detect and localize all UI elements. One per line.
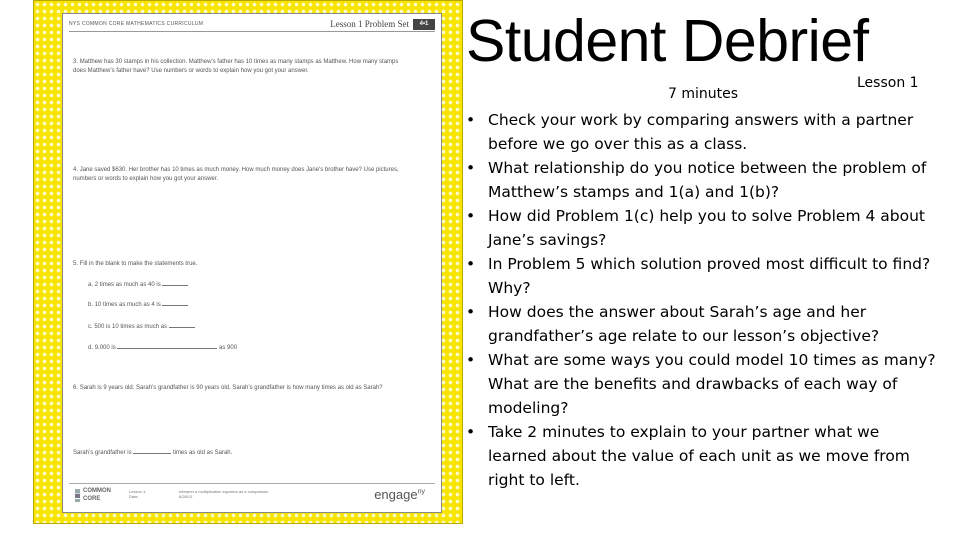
question-4 (73, 166, 413, 184)
answer-suffix: times as old as Sarah. (172, 450, 233, 456)
bullet-item (466, 108, 936, 156)
bullet-icon: • (466, 351, 476, 369)
curriculum-label: NYS COMMON CORE MATHEMATICS CURRICULUM (69, 21, 204, 27)
logo-text-1: COMMON (83, 488, 111, 494)
lesson-problem-set-label: Lesson 1 Problem Set (330, 19, 409, 29)
item-label: b. (88, 302, 94, 308)
question-3-text: Matthew has 30 stamps in his collection. Matthew’s father has 10 times as many stamps as Matthew. How many stamps does Matthew’s father have? Use numbers or words to explain how you got your answer. (73, 59, 399, 74)
question-4-text: Jane saved $630. Her brother has 10 times as much money. How much money does Jane’s brother have? Use pictures, numbers or words to explain how you got your answer. (73, 167, 399, 182)
worksheet-footer (69, 483, 435, 506)
question-6-number: 6. (73, 385, 79, 391)
bullet-icon: • (466, 423, 476, 441)
question-6-text: Sarah is 9 years old. Sarah’s grandfather is 90 years old. Sarah’s grandfather is how many times as old as Sarah? (79, 385, 383, 391)
bullet-text: Take 2 minutes to explain to your partner what we learned about the value of each unit as we move from right to left. (488, 423, 910, 489)
answer-blank[interactable] (162, 280, 188, 286)
worksheet-header (69, 19, 435, 32)
question-6-answer (73, 448, 413, 458)
question-5-number: 5. (73, 261, 79, 267)
item-text: 2 times as much as 40 is (94, 282, 161, 288)
footer-lesson-objective: Interpret a multiplication equation as a comparison. (179, 489, 270, 494)
bullet-icon: • (466, 159, 476, 177)
item-text: 500 is 10 times as much as (94, 324, 168, 330)
duration-label: 7 minutes (668, 86, 739, 102)
question-5 (73, 260, 413, 269)
engage-ny-logo (374, 487, 425, 502)
question-5d (88, 343, 237, 353)
question-3 (73, 58, 413, 76)
bullet-item (466, 204, 936, 252)
item-label: d. (88, 345, 94, 351)
answer-prefix: Sarah’s grandfather is (73, 450, 132, 456)
question-3-number: 3. (73, 59, 79, 65)
bullet-item (466, 348, 936, 420)
question-6 (73, 384, 393, 393)
bullet-item (466, 252, 936, 300)
bullet-text: In Problem 5 which solution proved most difficult to find? Why? (488, 255, 931, 297)
footer-date: 6/28/13 (179, 494, 193, 499)
bullet-text: What relationship do you notice between the problem of Matthew’s stamps and 1(a) and 1(b)? (488, 159, 927, 201)
worksheet-frame (33, 0, 463, 524)
question-5c (88, 322, 195, 332)
lesson-label: Lesson 1 (857, 75, 919, 91)
question-5a (88, 280, 188, 290)
answer-blank[interactable] (162, 300, 188, 306)
bullet-item (466, 420, 936, 492)
item-label: a. (88, 282, 94, 288)
engage-sup: ny (417, 488, 425, 496)
bullet-text: What are some ways you could model 10 times as many? What are the benefits and drawbacks of each way of modeling? (488, 351, 936, 417)
logo-text-2: CORE (83, 496, 101, 502)
module-number-badge: 4•1 (413, 19, 435, 30)
common-core-logo-icon (75, 489, 80, 502)
question-5-text: Fill in the blank to make the statements true. (79, 261, 198, 267)
question-5b (88, 300, 188, 310)
footer-meta-values (179, 489, 270, 499)
bullet-item (466, 300, 936, 348)
bullet-text: How did Problem 1(c) help you to solve Problem 4 about Jane’s savings? (488, 207, 925, 249)
debrief-questions (466, 108, 936, 492)
footer-lesson-label: Lesson 1: (129, 489, 147, 494)
item-text: 9,000 is (94, 345, 116, 351)
engage-text: engage (374, 487, 418, 502)
item-text: 10 times as much as 4 is (94, 302, 161, 308)
bullet-icon: • (466, 303, 476, 321)
bullet-item (466, 156, 936, 204)
worksheet-page (62, 13, 442, 513)
item-text-end: as 900 (219, 345, 238, 351)
common-core-logo (75, 488, 113, 504)
answer-blank[interactable] (117, 343, 217, 349)
item-label: c. (88, 324, 93, 330)
question-4-number: 4. (73, 167, 79, 173)
bullet-text: How does the answer about Sarah’s age and her grandfather’s age relate to our lesson’s objective? (488, 303, 880, 345)
slide-title: Student Debrief (466, 8, 869, 74)
bullet-icon: • (466, 111, 476, 129)
footer-meta-labels (129, 489, 146, 499)
answer-blank[interactable] (133, 448, 171, 454)
bullet-icon: • (466, 255, 476, 273)
bullet-icon: • (466, 207, 476, 225)
answer-blank[interactable] (169, 322, 195, 328)
footer-date-label: Date: (129, 494, 139, 499)
bullet-text: Check your work by comparing answers with a partner before we go over this as a class. (488, 111, 914, 153)
